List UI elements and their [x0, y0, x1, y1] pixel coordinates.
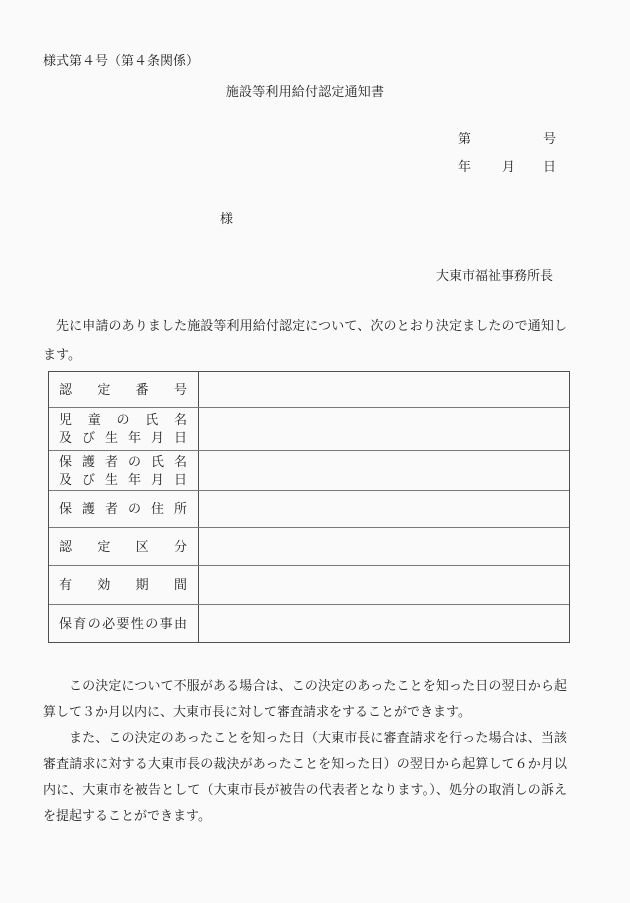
value-childcare-necessity-reason [199, 605, 569, 642]
intro-paragraph: 先に申請のありました施設等利用給付認定について、次のとおり決定ましたので通知します。 [43, 318, 567, 362]
label-child-name-dob: 児童の氏名 及び生年月日 [49, 408, 199, 450]
date-day-label: 日 [543, 159, 557, 174]
label-validity-period: 有効期間 [49, 566, 199, 604]
date-month-label: 月 [502, 159, 516, 174]
row-certification-number [49, 372, 569, 407]
appeal-note-paragraph-2: また、この決定のあったことを知った日（大東市長に審査請求を行った場合は、当該審査請求に対する大東市長の裁決があったことを知った日）の翌日から起算して６か月以内に、大東市を被告として（大東市長が被告の代表者となります。）、処分の取消しの訴えを提起することができます。 [43, 730, 567, 823]
value-child-name-dob [199, 408, 569, 450]
sender-title: 大東市福祉事務所長 [436, 268, 554, 283]
value-guardian-name-dob [199, 451, 569, 490]
value-validity-period [199, 566, 569, 604]
doc-number-prefix: 第 [458, 131, 472, 146]
value-guardian-address [199, 491, 569, 527]
row-childcare-necessity-reason [49, 604, 569, 642]
form-number-label: 様式第４号（第４条関係） [43, 53, 200, 68]
value-certification-category [199, 528, 569, 565]
addressee-honorific: 様 [220, 211, 234, 226]
appeal-notes [43, 673, 567, 829]
value-certification-number [199, 372, 569, 407]
row-guardian-name-dob [49, 450, 569, 490]
label-certification-category: 認定区分 [49, 528, 199, 565]
document-title: 施設等利用給付認定通知書 [225, 84, 385, 99]
label-certification-number: 認定番号 [49, 372, 199, 407]
label-childcare-necessity-reason: 保育の必要性の事由 [49, 605, 199, 642]
row-validity-period [49, 565, 569, 604]
row-guardian-address [49, 490, 569, 527]
row-child-name-dob [49, 407, 569, 450]
doc-number-suffix: 号 [543, 131, 557, 146]
row-certification-category [49, 527, 569, 565]
date-year-label: 年 [458, 159, 472, 174]
label-guardian-address: 保護者の住所 [49, 491, 199, 527]
certification-table [48, 371, 570, 643]
document-title-wrap [43, 81, 567, 101]
label-guardian-name-dob: 保護者の氏名 及び生年月日 [49, 451, 199, 490]
appeal-note-paragraph-1: この決定について不服がある場合は、この決定のあったことを知った日の翌日から起算して３か月以内に、大東市長に対して審査請求をすることができます。 [43, 678, 567, 719]
